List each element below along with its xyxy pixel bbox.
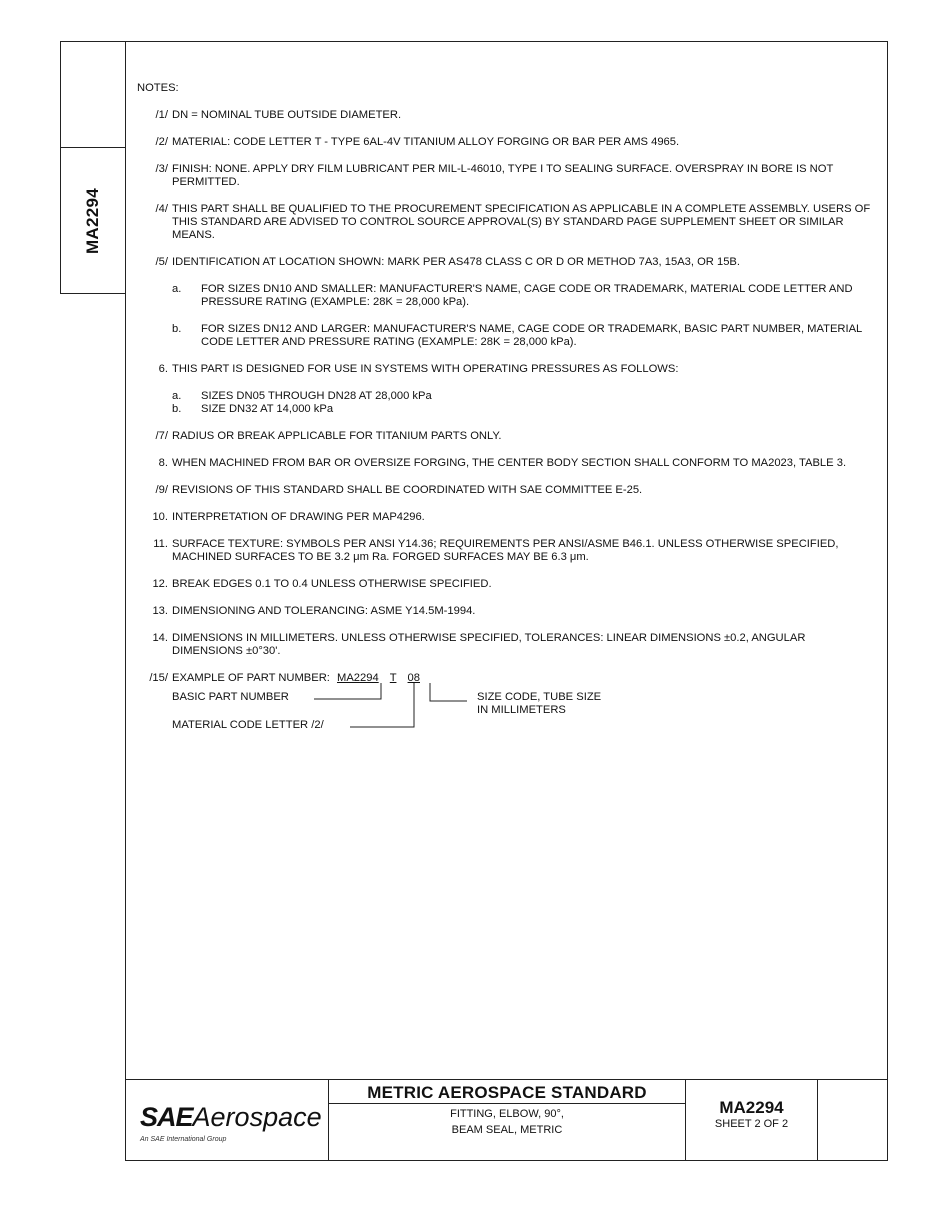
note-4: /4/ THIS PART SHALL BE QUALIFIED TO THE PROCUREMENT SPECIFICATION AS APPLICABLE IN A COMPLETE ASSEMBLY. USERS OF THIS STANDARD ARE ADVISED TO CONTROL SOURCE APPROVAL(S) BY STANDARD PAGE SUPPLEMENT SHEET OR SIMILAR MEANS. <box>155 203 871 241</box>
side-code-text: MA2294 <box>82 187 102 254</box>
note-6b: b. SIZE DN32 AT 14,000 kPa <box>172 403 334 415</box>
logo-word: Aerospace <box>192 1102 322 1132</box>
part-number-diagram <box>137 687 877 757</box>
note-15: /15/ EXAMPLE OF PART NUMBER: MA2294 T 08 <box>149 672 420 684</box>
note-11: 11. SURFACE TEXTURE: SYMBOLS PER ANSI Y14.36; REQUIREMENTS PER ANSI/ASME B46.1. UNLESS OTHERWISE SPECIFIED, MACHINED SURFACES TO BE 3.2 μm Ra. FORGED SURFACES MAY BE 6.3 μm. <box>153 538 839 563</box>
side-document-code <box>60 148 125 293</box>
note-6a: a. SIZES DN05 THROUGH DN28 AT 28,000 kPa <box>172 390 432 402</box>
material-leader <box>350 683 414 727</box>
size-code-label-2: IN MILLIMETERS <box>477 704 566 716</box>
part-number-base: MA2294 <box>337 672 379 684</box>
frame-main-left <box>125 41 126 1161</box>
title-block-top <box>125 1079 888 1080</box>
side-tab-bottom <box>60 293 126 294</box>
note-9: /9/ REVISIONS OF THIS STANDARD SHALL BE COORDINATED WITH SAE COMMITTEE E-25. <box>155 484 643 496</box>
note-8: 8. WHEN MACHINED FROM BAR OR OVERSIZE FORGING, THE CENTER BODY SECTION SHALL CONFORM TO MA2023, TABLE 3. <box>158 457 847 469</box>
logo-tagline: An SAE International Group <box>140 1136 227 1143</box>
note-2: /2/ MATERIAL: CODE LETTER T - TYPE 6AL-4V TITANIUM ALLOY FORGING OR BAR PER AMS 4965. <box>155 136 680 148</box>
title-block-div3 <box>817 1079 818 1161</box>
note-6: 6. THIS PART IS DESIGNED FOR USE IN SYSTEMS WITH OPERATING PRESSURES AS FOLLOWS: <box>158 363 679 375</box>
frame-right <box>887 41 888 1161</box>
note-14: 14. DIMENSIONS IN MILLIMETERS. UNLESS OTHERWISE SPECIFIED, TOLERANCES: LINEAR DIMENSIONS ±0.2, ANGULAR DIMENSIONS ±0°30'. <box>152 632 806 657</box>
item-name-line2: BEAM SEAL, METRIC <box>451 1124 563 1136</box>
logo-brand: SAE <box>140 1102 193 1132</box>
basic-part-number-label: BASIC PART NUMBER <box>172 691 289 703</box>
material-code-label: MATERIAL CODE LETTER /2/ <box>172 719 324 731</box>
note-1: /1/ DN = NOMINAL TUBE OUTSIDE DIAMETER. <box>155 109 402 121</box>
sae-aerospace-logo <box>140 1103 325 1148</box>
basic-part-leader <box>314 683 381 699</box>
doc-code: MA2294 <box>719 1098 784 1117</box>
part-number-material: T <box>389 672 397 684</box>
note-5a: a. FOR SIZES DN10 AND SMALLER: MANUFACTURER'S NAME, CAGE CODE OR TRADEMARK, MATERIAL CODE LETTER AND PRESSURE RATING (EXAMPLE: 28K = 28,000 kPa). <box>172 283 853 308</box>
frame-bottom <box>125 1160 888 1161</box>
note-7: /7/ RADIUS OR BREAK APPLICABLE FOR TITANIUM PARTS ONLY. <box>155 430 502 442</box>
sheet-number: SHEET 2 OF 2 <box>714 1118 789 1130</box>
note-5b: b. FOR SIZES DN12 AND LARGER: MANUFACTURER'S NAME, CAGE CODE OR TRADEMARK, BASIC PART NUMBER, MATERIAL CODE LETTER AND PRESSURE RATING (EXAMPLE: 28K = 28,000 kPa). <box>172 323 862 348</box>
note-10: 10. INTERPRETATION OF DRAWING PER MAP4296. <box>152 511 425 523</box>
part-number-size: 08 <box>407 672 420 684</box>
leader-lines <box>137 683 657 743</box>
title-block-hline <box>328 1103 685 1104</box>
item-name-line1: FITTING, ELBOW, 90°, <box>450 1108 564 1120</box>
standard-title: METRIC AEROSPACE STANDARD <box>367 1083 647 1102</box>
notes-section <box>137 82 877 757</box>
note-12: 12. BREAK EDGES 0.1 TO 0.4 UNLESS OTHERWISE SPECIFIED. <box>152 578 492 590</box>
note-13: 13. DIMENSIONING AND TOLERANCING: ASME Y14.5M-1994. <box>152 605 476 617</box>
frame-top <box>60 41 888 42</box>
size-code-label-1: SIZE CODE, TUBE SIZE <box>477 691 602 703</box>
size-code-leader <box>430 683 467 701</box>
notes-title: NOTES: <box>137 82 179 94</box>
note-5: /5/ IDENTIFICATION AT LOCATION SHOWN: MARK PER AS478 CLASS C OR D OR METHOD 7A3, 15A3, OR 15B. <box>155 256 740 268</box>
note-3: /3/ FINISH: NONE. APPLY DRY FILM LUBRICANT PER MIL-L-46010, TYPE I TO SEALING SURFACE. OVERSPRAY IN BORE IS NOT PERMITTED. <box>155 163 834 188</box>
